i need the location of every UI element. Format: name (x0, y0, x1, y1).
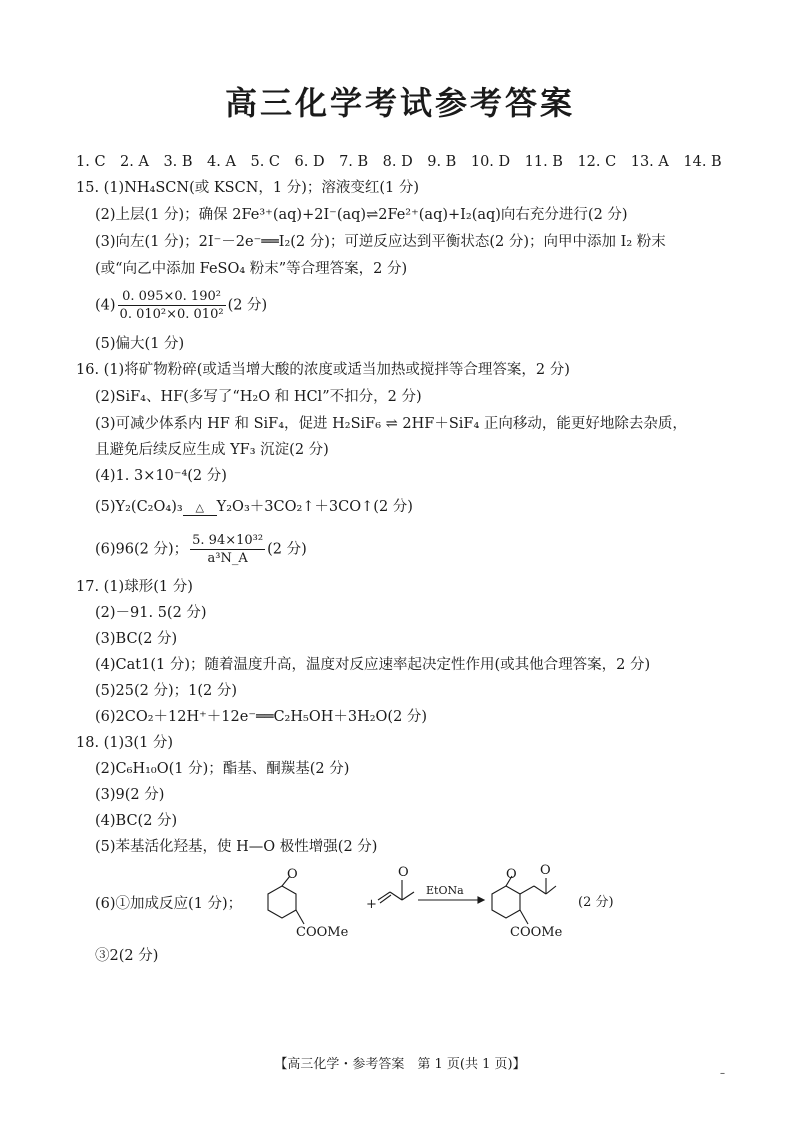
q18-part1: 18. (1)3(1 分) (76, 735, 174, 751)
ketone-oxygen-2: O (398, 865, 409, 880)
fraction-numerator: 0. 095×0. 190² (118, 288, 226, 306)
page-footer: 【高三化学・参考答案 第 1 页(共 1 页)】 (274, 1057, 526, 1072)
q15-part4-score: (2 分) (227, 297, 268, 314)
michael-adduct-structure (492, 876, 556, 924)
ester-label-2: COOMe (510, 925, 563, 940)
heat-triangle-icon: △ (195, 501, 204, 514)
q16-part6-score: (2 分) (267, 541, 307, 558)
reagent-label: EtONa (426, 884, 464, 897)
q18-part6-score: (2 分) (578, 895, 614, 910)
heat-arrow (183, 503, 217, 516)
q17-part3: (3)BC(2 分) (95, 631, 178, 647)
q18-part6-item3: ③2(2 分) (95, 948, 159, 964)
q15-part4-prefix: (4) (95, 297, 116, 314)
fraction-denominator: a³N_A (207, 551, 248, 566)
q16-part6 (95, 532, 307, 567)
q16-part4: (4)1. 3×10⁻⁴(2 分) (95, 468, 227, 484)
plus-sign: + (366, 897, 377, 912)
q18-part4: (4)BC(2 分) (95, 813, 178, 829)
multiple-choice-answers: 1. C 2. A 3. B 4. A 5. C 6. D 7. B 8. D 9. B 10. D 11. B 12. C 13. A 14. B (76, 154, 722, 170)
q16-part3-line1: (3)可减少体系内 HF 和 SiF₄，促进 H₂SiF₆ ⇌ 2HF＋SiF₄ 正向移动，能更好地除去杂质， (95, 416, 687, 432)
ketone-oxygen-4: O (540, 863, 551, 878)
q15-part2: (2)上层(1 分)；确保 2Fe³⁺(aq)+2I⁻(aq)⇌2Fe²⁺(aq)+I₂(aq)向右充分进行(2 分) (95, 207, 628, 223)
q17-part1: 17. (1)球形(1 分) (76, 579, 193, 595)
q15-part1: 15. (1)NH₄SCN(或 KSCN，1 分)；溶液变红(1 分) (76, 180, 420, 196)
corner-mark: – (720, 1068, 725, 1079)
q17-part4: (4)Cat1(1 分)；随着温度升高，温度对反应速率起决定性作用(或其他合理答案，2 分) (95, 657, 651, 673)
q15-part5: (5)偏大(1 分) (95, 336, 185, 352)
q18-part6-text: (6)①加成反应(1 分)； (95, 896, 243, 912)
ester-label-1: COOMe (296, 925, 349, 940)
fraction-denominator: 0. 010²×0. 010² (119, 307, 224, 322)
q15-part4 (95, 288, 267, 323)
q16-part6-fraction (190, 532, 265, 567)
reaction-arrow (418, 897, 484, 903)
q18-part5: (5)苯基活化羟基，使 H—O 极性增强(2 分) (95, 839, 378, 855)
ketone-oxygen-1: O (287, 867, 298, 882)
q18-part3: (3)9(2 分) (95, 787, 165, 803)
page-title: 高三化学考试参考答案 (224, 84, 575, 122)
reaction-scheme (250, 858, 630, 950)
q16-part5 (95, 497, 413, 517)
methyl-vinyl-ketone-structure (378, 880, 414, 903)
ketone-oxygen-3: O (506, 867, 517, 882)
fraction-numerator: 5. 94×10³² (192, 533, 264, 548)
q16-part3-line2: 且避免后续反应生成 YF₃ 沉淀(2 分) (95, 442, 329, 458)
q16-part5-products: Y₂O₃＋3CO₂↑＋3CO↑(2 分) (216, 499, 413, 515)
q16-part5-reactant: (5)Y₂(C₂O₄)₃ (95, 499, 183, 515)
q15-part4-fraction (118, 288, 226, 323)
cyclohexanone-ester-structure (268, 876, 304, 924)
q16-part6-prefix: (6)96(2 分)； (95, 541, 189, 558)
q17-part6: (6)2CO₂＋12H⁺＋12e⁻══C₂H₅OH＋3H₂O(2 分) (95, 709, 428, 725)
q18-part2: (2)C₆H₁₀O(1 分)；酯基、酮羰基(2 分) (95, 761, 350, 777)
q17-part5: (5)25(2 分)；1(2 分) (95, 683, 238, 699)
q15-part3-line2: (或“向乙中添加 FeSO₄ 粉末”等合理答案，2 分) (95, 261, 408, 277)
q17-part2: (2)－91. 5(2 分) (95, 605, 207, 621)
q16-part1: 16. (1)将矿物粉碎(或适当增大酸的浓度或适当加热或搅拌等合理答案，2 分) (76, 362, 570, 378)
q16-part2: (2)SiF₄、HF(多写了“H₂O 和 HCl”不扣分，2 分) (95, 389, 422, 405)
q15-part3-line1: (3)向左(1 分)；2I⁻－2e⁻══I₂(2 分)；可逆反应达到平衡状态(2 分)；向甲中添加 I₂ 粉末 (95, 234, 666, 250)
